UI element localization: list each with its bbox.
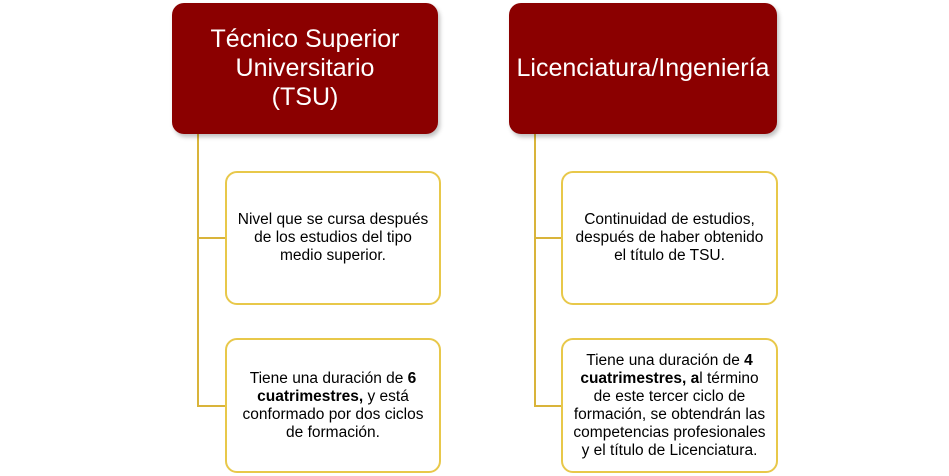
- tsu-branch-connector-2: [197, 405, 225, 407]
- tsu-vertical-connector: [197, 134, 199, 407]
- header-licenciatura: [509, 3, 777, 134]
- card-text-pre: Tiene una duración de: [586, 351, 745, 369]
- card-text: [573, 211, 766, 265]
- card-tsu-nivel: [225, 171, 441, 305]
- lic-branch-connector-2: [534, 405, 561, 407]
- card-tsu-duracion: [225, 338, 441, 473]
- header-tsu: [172, 3, 438, 134]
- card-text-bold: 4 cuatrimestres, a: [580, 351, 753, 387]
- card-lic-duracion: [561, 338, 778, 473]
- card-text-bold: 6 cuatrimestres,: [257, 369, 417, 405]
- card-text: [237, 211, 429, 265]
- card-text-pre: Tiene una duración de: [249, 369, 408, 387]
- lic-vertical-connector: [534, 134, 536, 407]
- header-tsu-text: Técnico Superior Universitario (TSU): [210, 25, 400, 111]
- tsu-branch-connector-1: [197, 237, 225, 239]
- header-licenciatura-text: Licenciatura/Ingeniería: [516, 54, 770, 82]
- card-text: [237, 370, 429, 442]
- lic-branch-connector-1: [534, 237, 561, 239]
- card-text-pre: Nivel que se cursa después de los estudios del tipo medio superior.: [237, 211, 429, 264]
- card-text-pre: Continuidad de estudios, después de haber obtenido el título de TSU.: [575, 211, 764, 264]
- card-text: [573, 352, 766, 460]
- card-text-post: l término de este tercer ciclo de formación, se obtendrán las competencias profesionales y el título de Licenciatura.: [573, 369, 766, 459]
- card-text-post: y está conformado por dos ciclos de formación.: [242, 387, 424, 441]
- card-lic-continuidad: [561, 171, 778, 305]
